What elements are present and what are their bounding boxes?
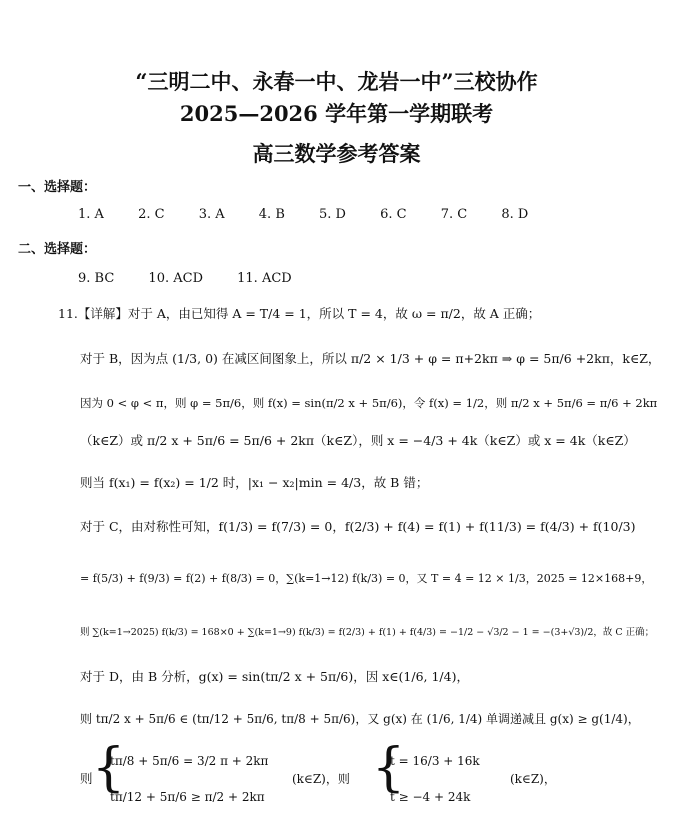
section1-answers: [78, 207, 558, 222]
system-eq-1: tπ/8 + 5π/6 = 3/2 π + 2kπ: [110, 754, 269, 768]
solution-line-4: （k∈Z）或 π/2 x + 5π/6 = 5π/6 + 2kπ（k∈Z），则 x = −4/3 + 4k（k∈Z）或 x = 4k（k∈Z）: [80, 433, 636, 448]
solution-line-3: 因为 0 < φ < π，则 φ = 5π/6，则 f(x) = sin(π/2 x + 5π/6)，令 f(x) = 1/2，则 π/2 x + 5π/6 = π/6 + 2kπ: [80, 396, 658, 410]
document-title: 高三数学参考答案: [252, 141, 421, 166]
solution-then-label: 则: [80, 771, 93, 786]
solution-line-7: = f(5/3) + f(9/3) = f(2) + f(8/3) = 0，∑(k=1→12) f(k/3) = 0，又 T = 4 = 12 × 1/3，2025 = 12×168+9，: [80, 572, 653, 585]
solution-line-2: 对于 B，因为点 (1/3, 0) 在减区间图象上，所以 π/2 × 1/3 + φ = π+2kπ ⇒ φ = 5π/6 +2kπ，k∈Z，: [80, 351, 661, 366]
answer-item: 1. A: [78, 207, 104, 222]
answer-item: 2. C: [138, 207, 165, 222]
answer-item: 6. C: [380, 207, 407, 222]
system-eq-4: t ≥ −4 + 24k: [390, 790, 471, 804]
system-condition-2: (k∈Z)，: [510, 772, 556, 786]
section2-answers: [78, 271, 322, 286]
answer-item: 11. ACD: [237, 271, 292, 286]
exam-term-title: 2025—2026 学年第一学期联考: [179, 101, 494, 126]
answer-item: 7. C: [440, 207, 468, 222]
answer-item: 5. D: [319, 207, 346, 222]
answer-item: 10. ACD: [148, 271, 203, 286]
answer-item: 8. D: [501, 207, 529, 222]
answer-item: 9. BC: [78, 271, 115, 286]
answer-item: 3. A: [198, 207, 225, 222]
solution-line-8: 则 ∑(k=1→2025) f(k/3) = 168×0 + ∑(k=1→9) f(k/3) = f(2/3) + f(1) + f(4/3) = −1/2 − √3/2 − 1 = −(3+√3)/2，故 C 正确；: [80, 627, 655, 638]
solution-line-1: 11.【详解】对于 A，由已知得 A = T/4 = 1，所以 T = 4，故 ω = π/2，故 A 正确；: [58, 306, 541, 321]
system-condition-1: (k∈Z)，则: [292, 772, 350, 786]
solution-line-6: 对于 C，由对称性可知，f(1/3) = f(7/3) = 0，f(2/3) + f(4) = f(1) + f(11/3) = f(4/3) + f(10/3): [80, 519, 636, 534]
system-brace-right: {: [372, 738, 406, 798]
solution-line-9: 对于 D，由 B 分析，g(x) = sin(tπ/2 x + 5π/6)，因 x∈(1/6, 1/4)，: [80, 669, 469, 684]
section1-heading: 一、选择题：: [18, 180, 97, 195]
solution-line-5: 则当 f(x₁) = f(x₂) = 1/2 时，|x₁ − x₂|min = 4/3，故 B 错；: [80, 475, 429, 490]
system-eq-3: t = 16/3 + 16k: [390, 754, 480, 768]
system-brace-left: {: [92, 738, 126, 798]
answer-item: 4. B: [258, 207, 285, 222]
system-eq-2: tπ/12 + 5π/6 ≥ π/2 + 2kπ: [110, 790, 265, 804]
section2-heading: 二、选择题：: [18, 242, 97, 257]
school-collab-title: “三明二中、永春一中、龙岩一中”三校协作: [135, 69, 538, 94]
solution-line-10: 则 tπ/2 x + 5π/6 ∈ (tπ/12 + 5π/6, tπ/8 + 5π/6)，又 g(x) 在 (1/6, 1/4) 单调递减且 g(x) ≥ g(1/4)，: [80, 712, 640, 726]
